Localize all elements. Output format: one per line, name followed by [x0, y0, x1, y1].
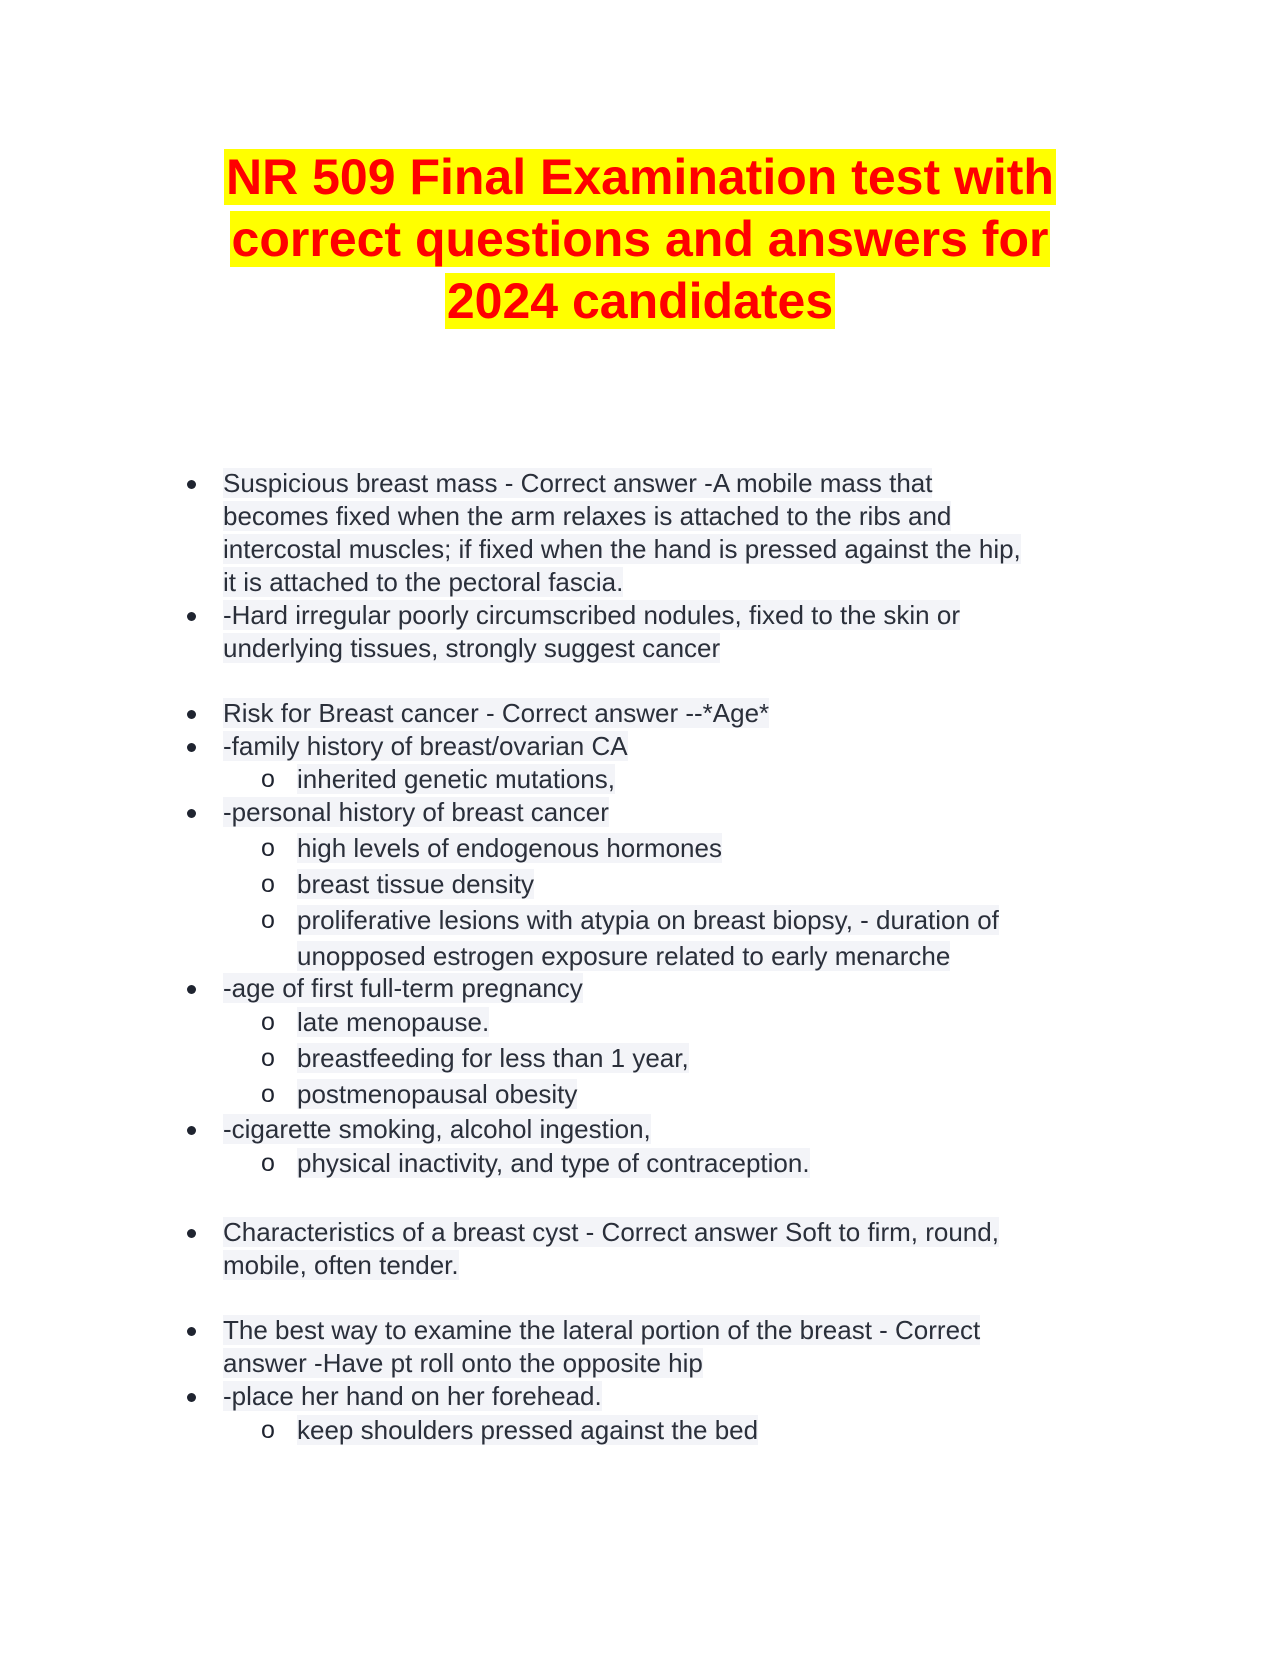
bullet-icon — [187, 809, 196, 818]
list-item: The best way to examine the lateral portion of the breast - Correct — [223, 1315, 981, 1345]
sub-list-item: high levels of endogenous hormones — [297, 833, 722, 863]
sub-list-item: late menopause. — [297, 1007, 490, 1037]
bullet-icon — [187, 1327, 196, 1336]
title-line-2: correct questions and answers for — [231, 211, 1049, 267]
list-item-continuation: intercostal muscles; if fixed when the hand is pressed against the hip, — [223, 534, 1021, 564]
title-line-3: 2024 candidates — [446, 273, 834, 329]
sub-list-item: keep shoulders pressed against the bed — [297, 1415, 759, 1445]
sub-bullet-icon: o — [261, 906, 275, 934]
bullet-icon — [187, 1126, 196, 1135]
sub-bullet-icon: o — [261, 870, 275, 898]
sub-bullet-icon: o — [261, 834, 275, 862]
list-item: -personal history of breast cancer — [223, 797, 609, 827]
sub-list-item: inherited genetic mutations, — [297, 764, 615, 794]
list-item: Risk for Breast cancer - Correct answer --*Age* — [223, 698, 770, 728]
sub-list-item: breastfeeding for less than 1 year, — [297, 1043, 689, 1073]
bullet-icon — [187, 612, 196, 621]
list-item-continuation: underlying tissues, strongly suggest cancer — [223, 633, 721, 663]
list-item: -cigarette smoking, alcohol ingestion, — [223, 1114, 651, 1144]
title-line-1: NR 509 Final Examination test with — [226, 149, 1054, 205]
sub-list-item-continuation: unopposed estrogen exposure related to early menarche — [297, 941, 951, 971]
bullet-icon — [187, 743, 196, 752]
list-item-continuation: answer -Have pt roll onto the opposite hip — [223, 1348, 703, 1378]
list-item-continuation: mobile, often tender. — [223, 1250, 459, 1280]
list-item-continuation: becomes fixed when the arm relaxes is attached to the ribs and — [223, 501, 952, 531]
list-item: Suspicious breast mass - Correct answer -A mobile mass that — [223, 468, 933, 498]
list-item: -place her hand on her forehead. — [223, 1381, 602, 1411]
sub-bullet-icon: o — [261, 1149, 275, 1177]
list-item: Characteristics of a breast cyst - Correct answer Soft to firm, round, — [223, 1217, 999, 1247]
bullet-icon — [187, 1393, 196, 1402]
sub-bullet-icon: o — [261, 1044, 275, 1072]
sub-list-item: postmenopausal obesity — [297, 1079, 578, 1109]
bullet-icon — [187, 985, 196, 994]
bullet-icon — [187, 710, 196, 719]
sub-list-item: breast tissue density — [297, 869, 535, 899]
list-item-continuation: it is attached to the pectoral fascia. — [223, 567, 624, 597]
list-item: -Hard irregular poorly circumscribed nodules, fixed to the skin or — [223, 600, 960, 630]
bullet-icon — [187, 480, 196, 489]
sub-bullet-icon: o — [261, 765, 275, 793]
list-item: -age of first full-term pregnancy — [223, 973, 583, 1003]
sub-bullet-icon: o — [261, 1416, 275, 1444]
sub-bullet-icon: o — [261, 1080, 275, 1108]
sub-bullet-icon: o — [261, 1008, 275, 1036]
sub-list-item: physical inactivity, and type of contraception. — [297, 1148, 810, 1178]
list-item: -family history of breast/ovarian CA — [223, 731, 628, 761]
bullet-icon — [187, 1229, 196, 1238]
sub-list-item: proliferative lesions with atypia on breast biopsy, - duration of — [297, 905, 999, 935]
